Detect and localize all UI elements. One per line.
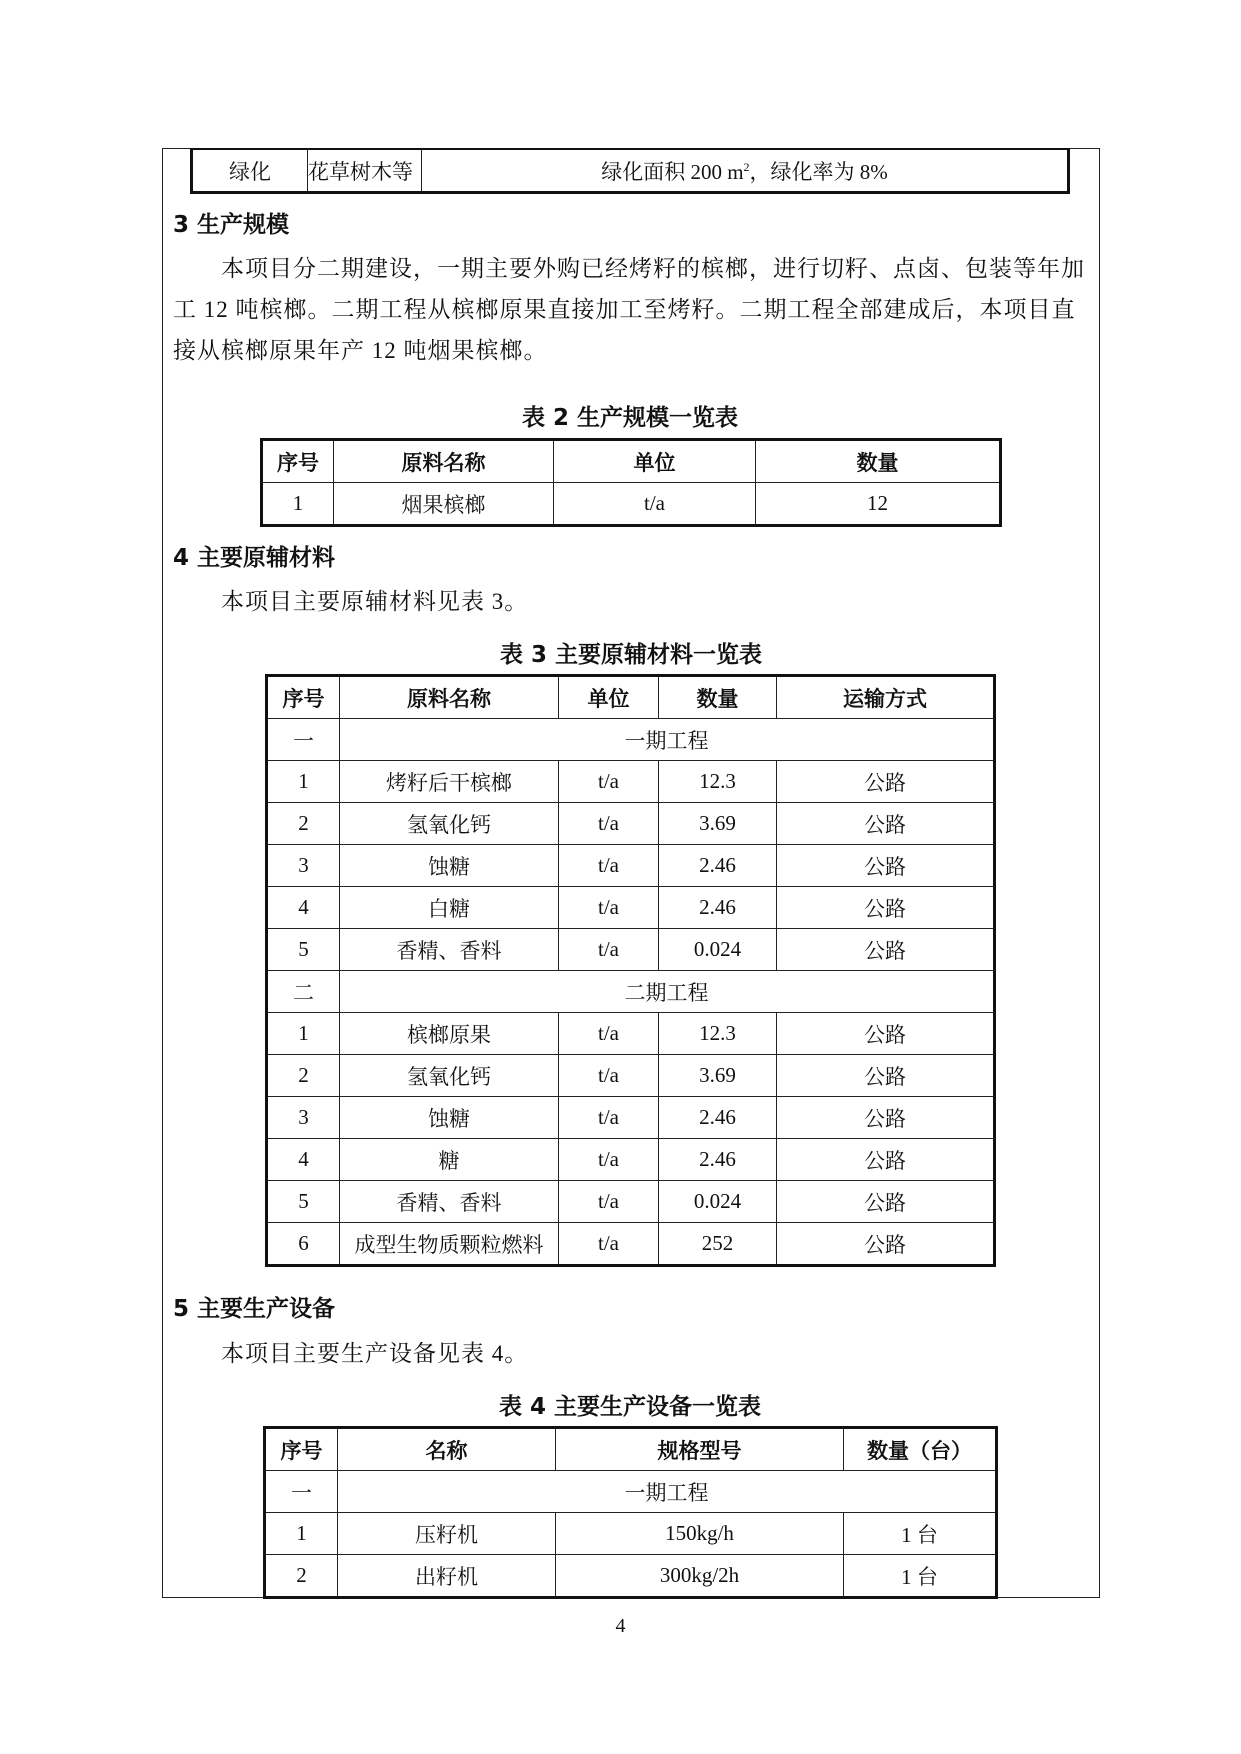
raw-materials-table xyxy=(265,674,996,1267)
table-cell: 蚀糖 xyxy=(340,1097,559,1139)
table-cell: 成型生物质颗粒燃料 xyxy=(340,1223,559,1266)
table-header-row xyxy=(262,440,1001,483)
table-row xyxy=(267,761,995,803)
table-cell: 6 xyxy=(267,1223,340,1266)
section-paragraph: 本项目主要原辅材料见表 3。 xyxy=(221,589,529,614)
table-cell: 公路 xyxy=(777,1055,995,1097)
table-cell: 公路 xyxy=(777,887,995,929)
column-header: 单位 xyxy=(554,440,756,483)
table-cell: 公路 xyxy=(777,761,995,803)
table-cell: 0.024 xyxy=(659,929,777,971)
table-cell: t/a xyxy=(559,929,659,971)
table-row xyxy=(267,1055,995,1097)
table-cell: t/a xyxy=(559,1013,659,1055)
table-cell: 5 xyxy=(267,1181,340,1223)
table-header-row xyxy=(267,676,995,719)
table-row xyxy=(267,1139,995,1181)
column-header: 序号 xyxy=(267,676,340,719)
phase-number: 一 xyxy=(265,1471,338,1513)
table-cell: 4 xyxy=(267,887,340,929)
table-cell: 烟果槟榔 xyxy=(334,483,554,526)
table-cell: 香精、香料 xyxy=(340,1181,559,1223)
table-cell: 公路 xyxy=(777,1139,995,1181)
table-cell: t/a xyxy=(559,761,659,803)
equipment-table xyxy=(263,1426,998,1599)
greening-label: 绿化 xyxy=(192,149,308,193)
phase-row xyxy=(267,971,995,1013)
table-row xyxy=(267,1013,995,1055)
phase-label: 一期工程 xyxy=(338,1471,997,1513)
page-number: 4 xyxy=(615,1615,626,1637)
column-header: 序号 xyxy=(262,440,334,483)
table-cell: 公路 xyxy=(777,929,995,971)
column-header: 原料名称 xyxy=(340,676,559,719)
table-cell: 3.69 xyxy=(659,803,777,845)
table-caption: 表 4 主要生产设备一览表 xyxy=(498,1394,762,1420)
table-row xyxy=(267,1181,995,1223)
table-cell: 出籽机 xyxy=(338,1555,556,1598)
table-cell: t/a xyxy=(559,1223,659,1266)
table-cell: 12.3 xyxy=(659,1013,777,1055)
table-cell: 香精、香料 xyxy=(340,929,559,971)
table-cell: t/a xyxy=(559,1097,659,1139)
table-cell: 烤籽后干槟榔 xyxy=(340,761,559,803)
table-row xyxy=(267,929,995,971)
table-cell: 12.3 xyxy=(659,761,777,803)
table-row xyxy=(262,483,1001,526)
table-cell: 糖 xyxy=(340,1139,559,1181)
phase-row xyxy=(267,719,995,761)
table-cell: 5 xyxy=(267,929,340,971)
table-cell: 3 xyxy=(267,1097,340,1139)
table-cell: t/a xyxy=(559,845,659,887)
section-paragraph: 本项目分二期建设，一期主要外购已经烤籽的槟榔，进行切籽、点卤、包装等年加工 12 吨槟榔。二期工程从槟榔原果直接加工至烤籽。二期工程全部建成后，本项目直接从槟榔原果年产 12 吨烟果槟榔。 xyxy=(173,256,1085,363)
table-cell: 300kg/2h xyxy=(556,1555,844,1598)
table-row xyxy=(267,887,995,929)
table-cell: 公路 xyxy=(777,803,995,845)
table-cell: 1 xyxy=(267,1013,340,1055)
table-cell: t/a xyxy=(559,1181,659,1223)
table-cell: 0.024 xyxy=(659,1181,777,1223)
table-cell: 12 xyxy=(756,483,1001,526)
table-cell: 氢氧化钙 xyxy=(340,1055,559,1097)
table-cell: 3.69 xyxy=(659,1055,777,1097)
table-cell: t/a xyxy=(559,1139,659,1181)
greening-row-table xyxy=(190,148,1070,194)
phase-number: 二 xyxy=(267,971,340,1013)
column-header: 单位 xyxy=(559,676,659,719)
phase-row xyxy=(265,1471,997,1513)
table-cell: 白糖 xyxy=(340,887,559,929)
column-header: 序号 xyxy=(265,1428,338,1471)
table-cell: 1 台 xyxy=(844,1555,997,1598)
table-caption: 表 2 生产规模一览表 xyxy=(521,405,739,431)
table-cell: 2.46 xyxy=(659,1097,777,1139)
table-cell: 1 xyxy=(267,761,340,803)
table-cell: 压籽机 xyxy=(338,1513,556,1555)
section-paragraph: 本项目主要生产设备见表 4。 xyxy=(221,1341,529,1366)
column-header: 数量（台） xyxy=(844,1428,997,1471)
table-row xyxy=(267,1223,995,1266)
phase-label: 二期工程 xyxy=(340,971,995,1013)
table-cell: 2 xyxy=(267,1055,340,1097)
table-cell: t/a xyxy=(559,803,659,845)
table-row xyxy=(267,845,995,887)
section-heading-equipment: 5 主要生产设备 xyxy=(173,1296,336,1322)
table-header-row xyxy=(265,1428,997,1471)
column-header: 数量 xyxy=(756,440,1001,483)
table-caption: 表 3 主要原辅材料一览表 xyxy=(499,642,763,668)
table-cell: 4 xyxy=(267,1139,340,1181)
table-row xyxy=(192,149,1069,193)
table-cell: 2.46 xyxy=(659,845,777,887)
section-heading-production-scale: 3 生产规模 xyxy=(173,212,290,238)
column-header: 名称 xyxy=(338,1428,556,1471)
column-header: 原料名称 xyxy=(334,440,554,483)
table-row xyxy=(267,1097,995,1139)
table-cell: t/a xyxy=(559,887,659,929)
table-row xyxy=(267,803,995,845)
table-cell: 槟榔原果 xyxy=(340,1013,559,1055)
table-cell: t/a xyxy=(554,483,756,526)
table-cell: 252 xyxy=(659,1223,777,1266)
column-header: 规格型号 xyxy=(556,1428,844,1471)
table-cell: 1 台 xyxy=(844,1513,997,1555)
table-cell: 1 xyxy=(265,1513,338,1555)
table-cell: 2 xyxy=(267,803,340,845)
table-cell: 2.46 xyxy=(659,1139,777,1181)
table-cell: 1 xyxy=(262,483,334,526)
table-cell: 氢氧化钙 xyxy=(340,803,559,845)
table-cell: 2 xyxy=(265,1555,338,1598)
greening-desc: 绿化面积 200 $m^2$，绿化率为 8% xyxy=(422,149,1069,193)
table-row xyxy=(265,1513,997,1555)
phase-label: 一期工程 xyxy=(340,719,995,761)
table-cell: 公路 xyxy=(777,1097,995,1139)
table-cell: 公路 xyxy=(777,1181,995,1223)
table-cell: 3 xyxy=(267,845,340,887)
table-cell: 公路 xyxy=(777,1013,995,1055)
column-header: 数量 xyxy=(659,676,777,719)
table-cell: 蚀糖 xyxy=(340,845,559,887)
table-cell: t/a xyxy=(559,1055,659,1097)
production-scale-table xyxy=(260,438,1002,527)
table-row xyxy=(265,1555,997,1598)
phase-number: 一 xyxy=(267,719,340,761)
column-header: 运输方式 xyxy=(777,676,995,719)
section-heading-raw-materials: 4 主要原辅材料 xyxy=(173,545,336,571)
table-cell: 150kg/h xyxy=(556,1513,844,1555)
table-cell: 公路 xyxy=(777,1223,995,1266)
greening-items: 花草树木等 xyxy=(308,149,422,193)
table-cell: 公路 xyxy=(777,845,995,887)
table-cell: 2.46 xyxy=(659,887,777,929)
